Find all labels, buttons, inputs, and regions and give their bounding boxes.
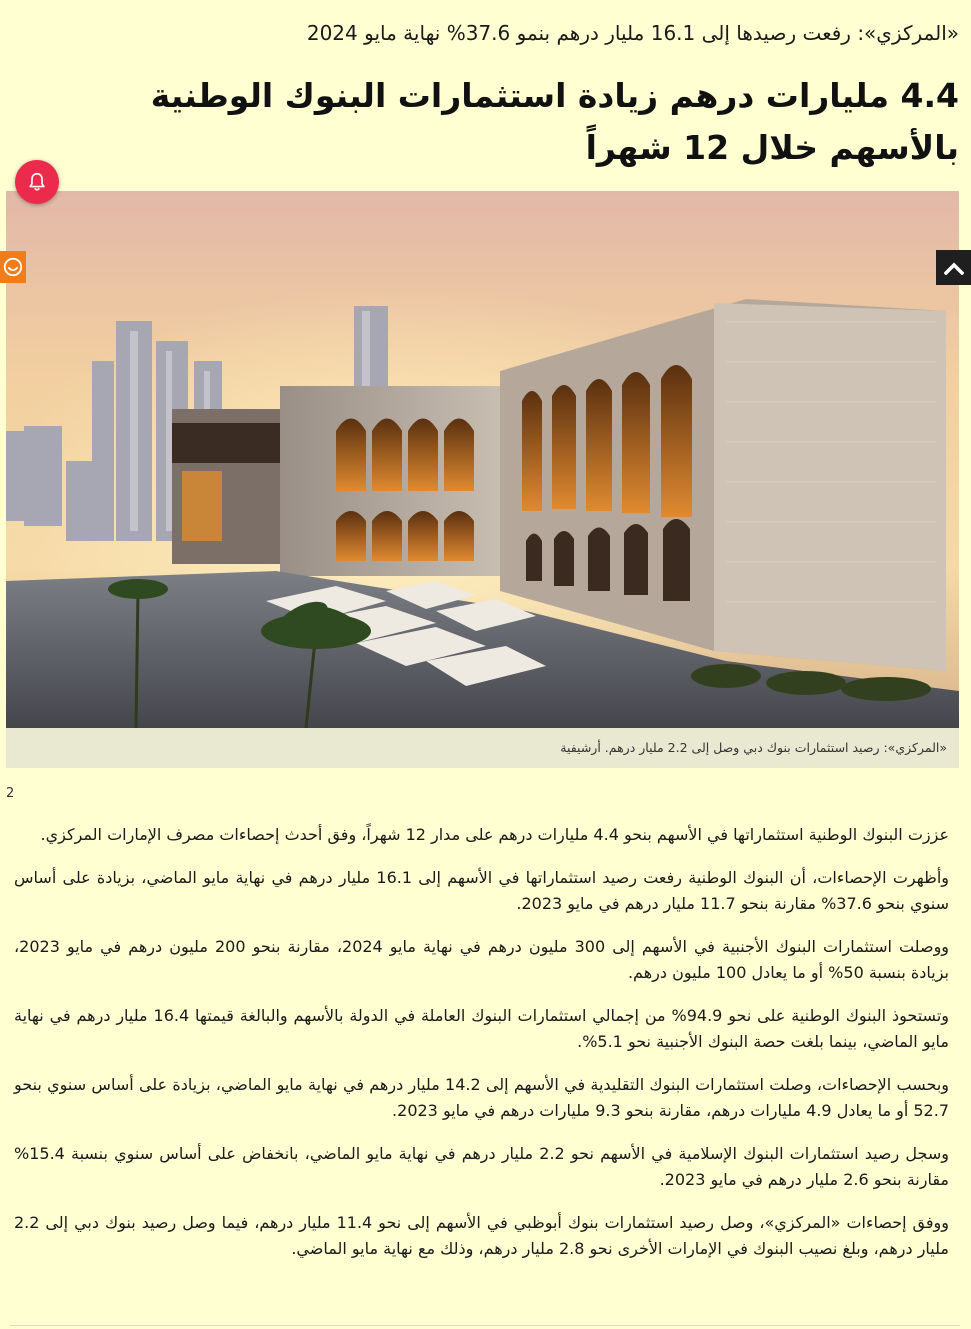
image-caption-bar xyxy=(6,728,959,768)
smile-icon xyxy=(2,256,24,278)
article-paragraph: عززت البنوك الوطنية استثماراتها في الأسهم بنحو 4.4 مليارات درهم على مدار 12 شهراً، وفق أحدث إحصاءات مصرف الإمارات المركزي. xyxy=(40,825,949,844)
central-bank-building-photo xyxy=(6,191,959,728)
divider xyxy=(10,1325,960,1326)
page-number: 2 xyxy=(6,786,15,801)
article-paragraph: وتستحوذ البنوك الوطنية على نحو 94.9% من إجمالي استثمارات البنوك العاملة في الدولة بالأسهم والبالغة قيمتها 16.4 مليار درهم في نهاية مايو الماضي، بينما بلغت حصة البنوك الأجنبية نحو 5.1%. xyxy=(14,1006,950,1051)
article-paragraph: ووفق إحصاءات «المركزي»، وصل رصيد استثمارات بنوك أبوظبي في الأسهم إلى نحو 11.4 مليار درهم، فيما وصل رصيد بنوك دبي إلى 2.2 مليار درهم، وبلغ نصيب البنوك في الإمارات الأخرى نحو 2.8 مليار درهم، وذلك مع نهاية مايو الماضي. xyxy=(14,1213,949,1258)
scroll-to-top-button[interactable] xyxy=(936,250,971,285)
image-caption: «المركزي»: رصيد استثمارات بنوك دبي وصل إلى 2.2 مليار درهم. أرشيفية xyxy=(560,740,947,755)
chevron-up-icon xyxy=(944,261,964,275)
notification-button[interactable] xyxy=(15,160,59,204)
article-headline: 4.4 مليارات درهم زيادة استثمارات البنوك الوطنية بالأسهم خلال 12 شهراً xyxy=(150,76,959,167)
bell-icon xyxy=(26,171,48,193)
article-kicker: «المركزي»: رفعت رصيدها إلى 16.1 مليار درهم بنمو 37.6% نهاية مايو 2024 xyxy=(306,21,959,45)
article-paragraph: وأظهرت الإحصاءات، أن البنوك الوطنية رفعت رصيد استثماراتها في الأسهم إلى 16.1 مليار درهم في نهاية مايو الماضي، بزيادة على أساس سنوي بنحو 37.6% مقارنة بنحو 11.7 مليار درهم في مايو 2023. xyxy=(14,868,949,913)
article-body xyxy=(14,822,949,1279)
article-paragraph: وبحسب الإحصاءات، وصلت استثمارات البنوك التقليدية في الأسهم إلى 14.2 مليار درهم في نهاية مايو الماضي، بزيادة على أساس سنوي بنحو 52.7 أو ما يعادل 4.9 مليارات درهم، مقارنة بنحو 9.3 مليارات درهم في مايو 2023. xyxy=(14,1075,949,1120)
article-hero-image xyxy=(6,191,959,728)
article-paragraph: وسجل رصيد استثمارات البنوك الإسلامية في الأسهم نحو 2.2 مليار درهم في نهاية مايو الماضي، بانخفاض على أساس سنوي بنسبة 15.4% مقارنة بنحو 2.6 مليار درهم في مايو 2023. xyxy=(14,1144,949,1189)
article-paragraph: ووصلت استثمارات البنوك الأجنبية في الأسهم إلى 300 مليون درهم في نهاية مايو 2024، مقارنة بنحو 200 مليون درهم في مايو 2023، بزيادة بنسبة 50% أو ما يعادل 100 مليون درهم. xyxy=(14,937,950,982)
feedback-tab[interactable] xyxy=(0,251,26,283)
